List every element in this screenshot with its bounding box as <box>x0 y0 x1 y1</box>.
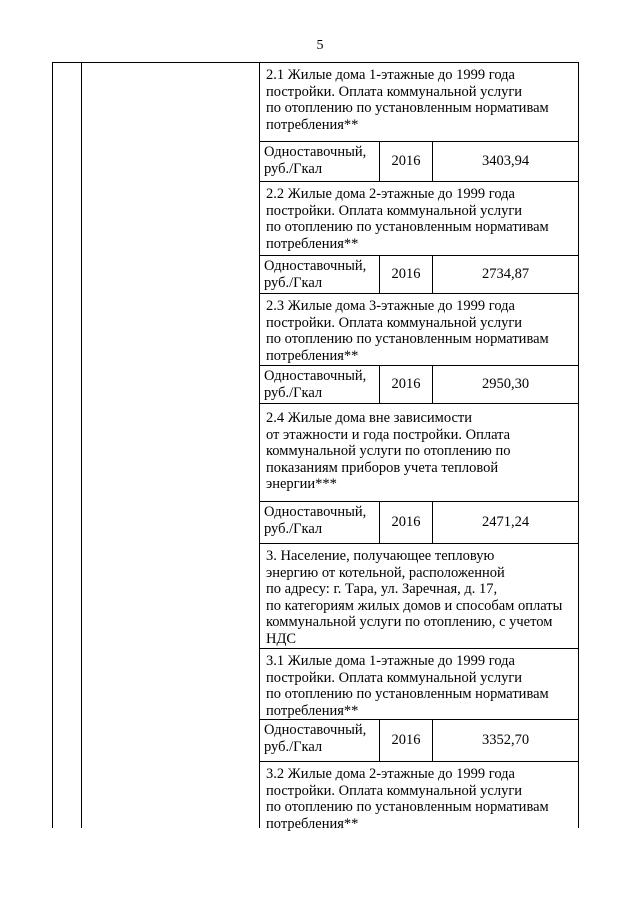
tariff-year: 2016 <box>380 502 433 543</box>
section-2-2 <box>260 182 578 256</box>
tariff-row-2-1 <box>260 142 578 182</box>
section-description: 2.3 Жилые дома 3-этажные до 1999 года постройки. Оплата коммунальной услуги по отоплению по установленным нормативам потребления** <box>266 298 549 364</box>
tariff-row-2-3 <box>260 366 578 404</box>
tariff-row-2-4 <box>260 502 578 544</box>
tariff-column <box>260 63 578 832</box>
tariff-year: 2016 <box>380 366 433 403</box>
tariff-label: Одноставочный, руб./Гкал <box>260 366 380 403</box>
section-description: 2.4 Жилые дома вне зависимости от этажности и года постройки. Оплата коммунальной услуги по отоплению по показаниям приборов учета тепловой энергии*** <box>266 410 511 493</box>
page-number: 5 <box>316 38 324 53</box>
section-3-1 <box>260 649 578 720</box>
section-description: 3.1 Жилые дома 1-этажные до 1999 года постройки. Оплата коммунальной услуги по отоплению по установленным нормативам потребления** <box>266 653 549 719</box>
tariff-row-3-1 <box>260 720 578 762</box>
section-3 <box>260 544 578 649</box>
tariff-table <box>52 62 579 832</box>
section-description: 3.2 Жилые дома 2-этажные до 1999 года постройки. Оплата коммунальной услуги по отоплению по установленным нормативам потребления** <box>266 766 549 832</box>
section-2-1 <box>260 63 578 142</box>
tariff-value: 3403,94 <box>481 153 530 169</box>
tariff-year: 2016 <box>380 142 433 181</box>
tariff-value: 2950,30 <box>481 376 530 392</box>
tariff-value: 3352,70 <box>481 732 530 748</box>
tariff-year: 2016 <box>380 256 433 293</box>
section-description: 2.2 Жилые дома 2-этажные до 1999 года постройки. Оплата коммунальной услуги по отоплению по установленным нормативам потребления** <box>266 186 549 252</box>
section-3-2 <box>260 762 578 832</box>
tariff-label: Одноставочный, руб./Гкал <box>260 720 380 761</box>
tariff-year: 2016 <box>380 720 433 761</box>
tariff-label: Одноставочный, руб./Гкал <box>260 142 380 181</box>
tariff-label: Одноставочный, руб./Гкал <box>260 502 380 543</box>
section-2-4 <box>260 404 578 502</box>
tariff-value: 2734,87 <box>481 266 530 282</box>
section-2-3 <box>260 294 578 366</box>
tariff-label: Одноставочный, руб./Гкал <box>260 256 380 293</box>
tariff-value: 2471,24 <box>481 514 530 530</box>
section-description: 3. Население, получающее тепловую энергию от котельной, расположенной по адресу: г. Тара, ул. Заречная, д. 17, по категориям жилых домов и способам оплаты коммунальной услуги по отоплению, с учетом НДС <box>266 548 563 647</box>
tariff-row-2-2 <box>260 256 578 294</box>
section-description: 2.1 Жилые дома 1-этажные до 1999 года постройки. Оплата коммунальной услуги по отоплению по установленным нормативам потребления** <box>266 67 549 133</box>
column-divider-1 <box>81 63 82 828</box>
